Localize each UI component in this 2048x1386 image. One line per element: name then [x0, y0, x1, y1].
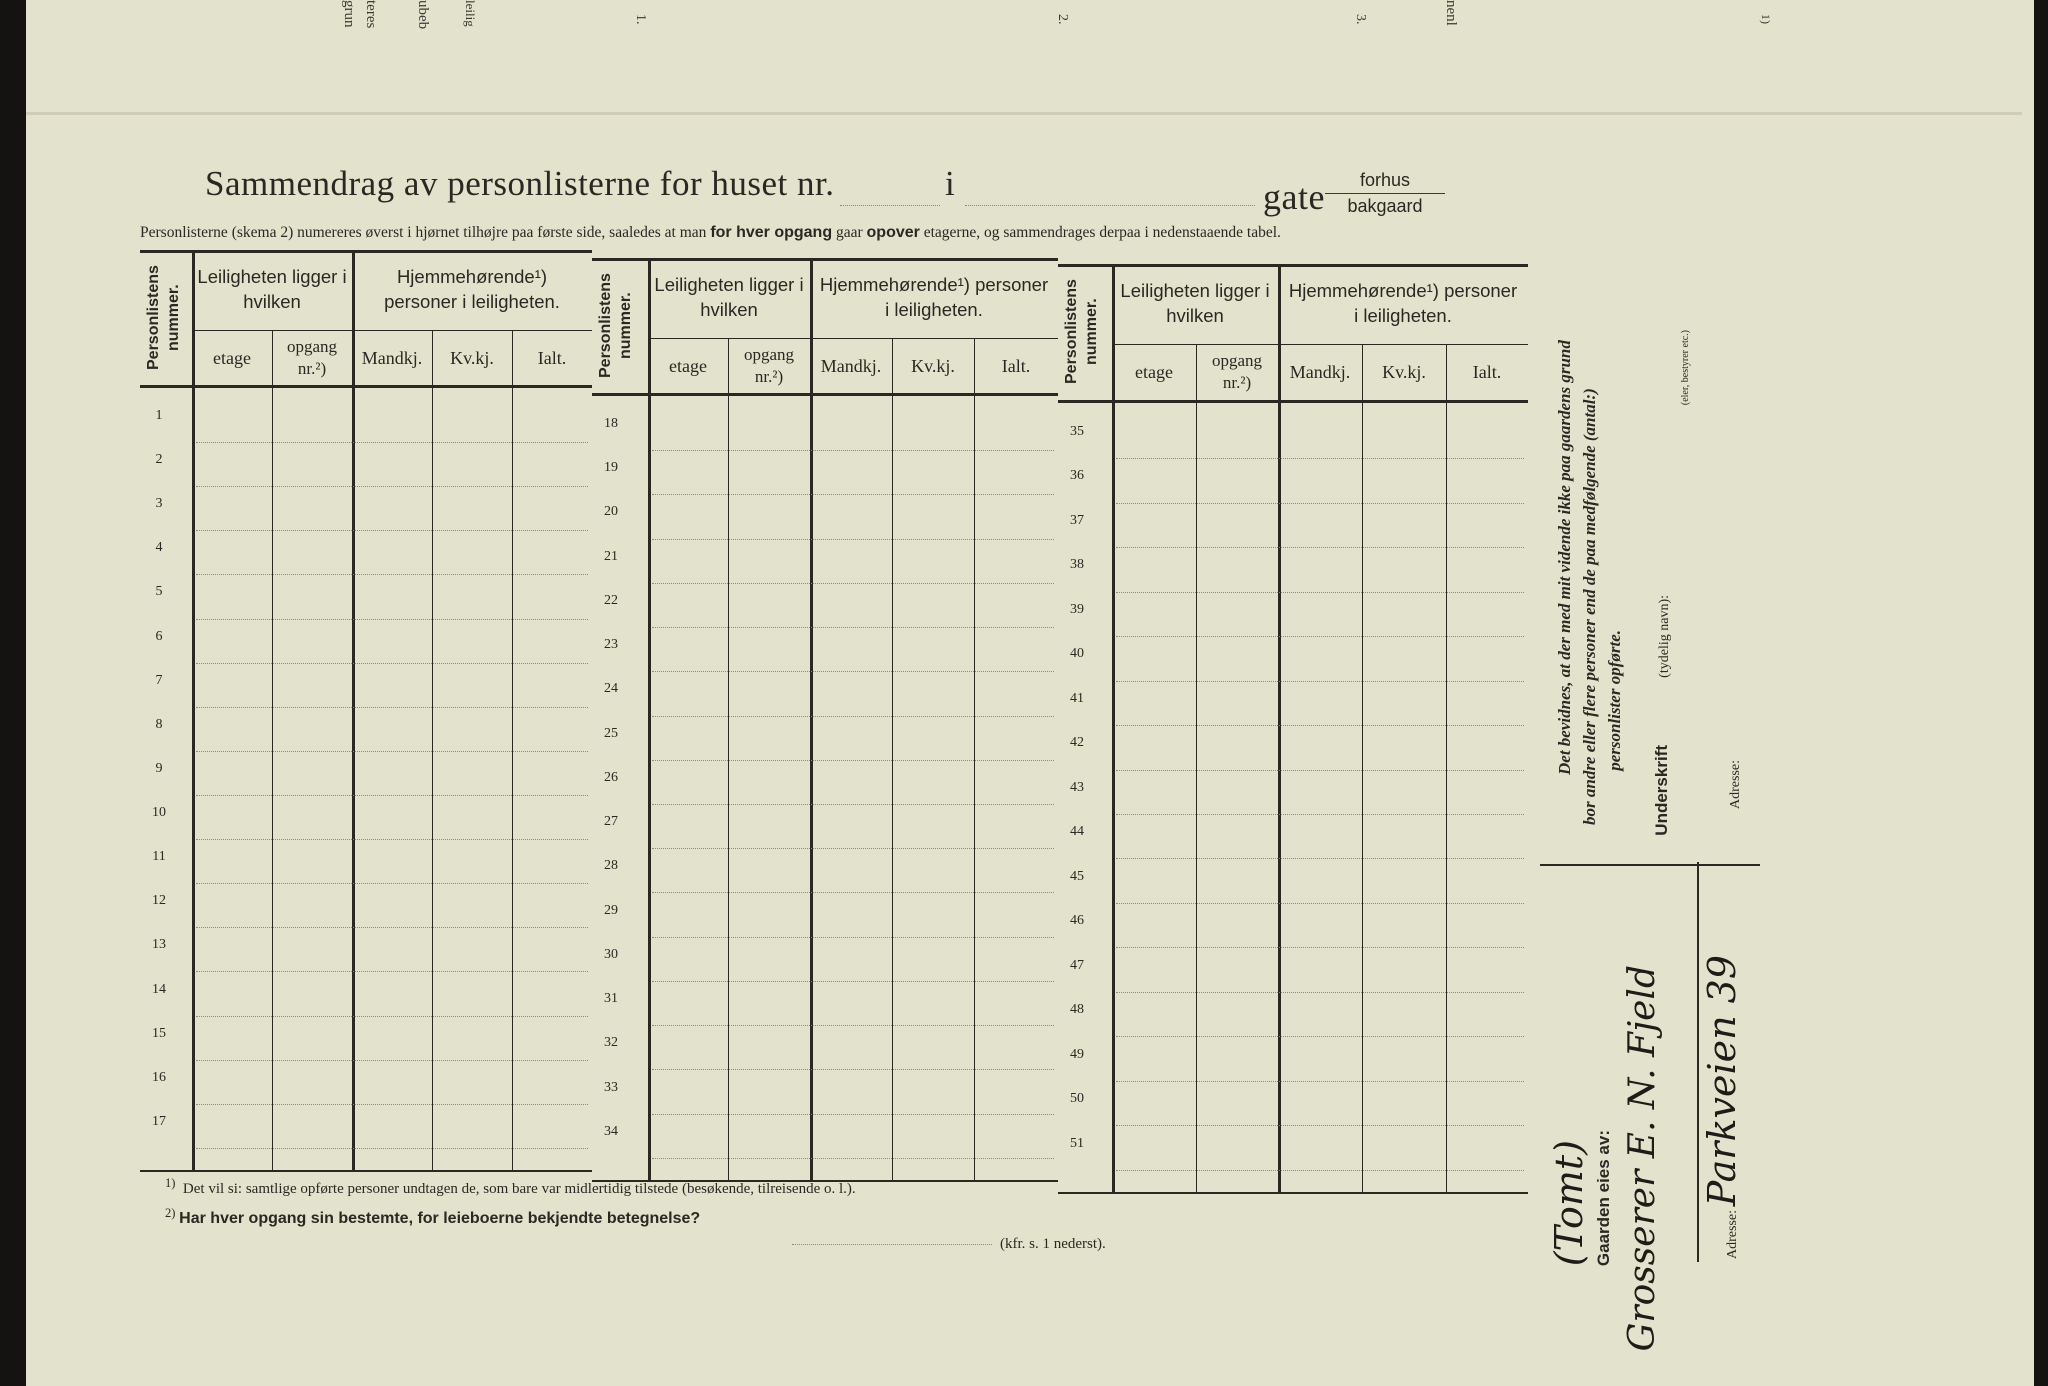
footnote-text: Det vil si: samtlige opførte personer undtagen de, som bare var midlertidig tilstede (besøkende, tilreisende o. l.). — [182, 1181, 856, 1197]
sub-etage: etage — [1135, 362, 1173, 382]
row-rule — [1116, 725, 1524, 726]
row-number: 34 — [604, 1123, 618, 1139]
row-number: 50 — [1070, 1091, 1084, 1107]
row-rule — [652, 627, 1054, 628]
page-fold-line — [26, 112, 2022, 115]
row-number: 23 — [604, 637, 618, 653]
row-number: 22 — [604, 592, 618, 608]
title-main: Sammendrag av personlisterne for huset nr. — [205, 164, 835, 203]
sub-ialt: Ialt. — [1472, 362, 1502, 382]
column-rule — [1112, 264, 1115, 1192]
col-personlistens: Personlistens nummer. — [145, 265, 182, 370]
row-rule — [196, 1016, 588, 1017]
subheader-rule — [352, 330, 592, 331]
row-number: 6 — [155, 628, 163, 644]
row-number: 5 — [155, 584, 163, 600]
row-rule — [1116, 1170, 1524, 1171]
divider — [1697, 862, 1699, 1262]
sub-kvkj: Kv.kj. — [911, 356, 955, 376]
fill-line — [792, 1244, 992, 1245]
divider — [1540, 864, 1760, 866]
row-rule — [652, 1158, 1054, 1159]
row-rule — [196, 927, 588, 928]
row-rule — [652, 1025, 1054, 1026]
row-rule — [652, 1069, 1054, 1070]
row-rule — [652, 848, 1054, 849]
row-number: 14 — [152, 981, 166, 997]
fragment-text: 3. — [1353, 14, 1368, 25]
row-rule — [196, 530, 588, 531]
row-number: 12 — [152, 893, 166, 909]
row-number: 26 — [604, 769, 618, 785]
row-rule — [652, 450, 1054, 451]
col-leiligheten: Leiligheten ligger i hvilken — [197, 266, 347, 312]
row-rule — [1116, 1125, 1524, 1126]
row-rule — [1116, 903, 1524, 904]
fragment-text: 2. — [1055, 14, 1070, 25]
row-number: 41 — [1070, 690, 1084, 706]
row-rule — [196, 971, 588, 972]
row-number: 8 — [155, 716, 163, 732]
row-number: 10 — [152, 805, 166, 821]
row-number: 1 — [155, 408, 163, 423]
row-number: 44 — [1070, 824, 1084, 840]
bestyrer-label: (eler, bestyrer etc.) — [1680, 330, 1691, 406]
subheader-rule — [648, 338, 810, 339]
row-rule — [652, 804, 1054, 805]
row-number: 4 — [155, 540, 163, 556]
col-leiligheten: Leiligheten ligger i hvilken — [654, 274, 804, 320]
col-hjemmehorende: Hjemmehørende¹) personer i leiligheten. — [819, 274, 1049, 320]
row-number: 24 — [604, 681, 618, 697]
sub-etage: etage — [213, 348, 251, 368]
row-number: 48 — [1070, 1002, 1084, 1018]
fragment-text: leilig — [463, 0, 478, 27]
row-number: 38 — [1070, 557, 1084, 573]
row-rule — [1116, 992, 1524, 993]
footnote-1 — [165, 1176, 856, 1198]
fragment-text: nenl — [1443, 0, 1459, 26]
row-number: 21 — [604, 548, 618, 564]
footnote-question: Har hver opgang sin bestemte, for leieboerne bekjendte betegnelse? — [179, 1210, 701, 1227]
subtitle-bold: for hver opgang — [710, 224, 833, 241]
footnote-mark: 1) — [165, 1176, 176, 1190]
sub-ialt: Ialt. — [1001, 356, 1031, 376]
bakgaard-label: bakgaard — [1347, 196, 1423, 216]
footnote-mark: 2) — [165, 1206, 176, 1220]
row-number: 20 — [604, 504, 618, 520]
sub-mandkj: Mandkj. — [820, 356, 882, 376]
row-rule — [652, 1114, 1054, 1115]
fill-line — [965, 205, 1255, 206]
row-rule — [1116, 1036, 1524, 1037]
column-rule — [352, 250, 355, 1170]
row-number: 2 — [155, 452, 163, 468]
row-rule — [1116, 770, 1524, 771]
row-number: 25 — [604, 725, 618, 741]
sub-kvkj: Kv.kj. — [1382, 362, 1426, 382]
certify-line-1: Det bevidnes, at der med mit vidende ikke paa gaardens grund — [1555, 340, 1574, 775]
row-number: 51 — [1070, 1135, 1084, 1151]
column-rule — [1362, 344, 1363, 1192]
subtitle-part: Personlisterne (skema 2) numereres øverst i hjørnet tilhøjre paa første side, saaledes at man — [140, 224, 707, 241]
fragment-text: teres — [363, 0, 379, 29]
row-rule — [196, 574, 588, 575]
row-rule — [1116, 858, 1524, 859]
row-rule — [652, 671, 1054, 672]
row-number: 19 — [604, 460, 618, 476]
certify-line-3: personlister opførte. — [1605, 630, 1624, 771]
row-rule — [1116, 503, 1524, 504]
fragment-text: grun — [341, 0, 357, 28]
handwritten-address: Parkveien 39 — [1700, 955, 1744, 1207]
row-number: 35 — [1070, 424, 1084, 439]
table-header-rule — [1058, 400, 1528, 403]
row-number: 39 — [1070, 601, 1084, 617]
form-title — [205, 164, 1325, 217]
row-rule — [196, 486, 588, 487]
row-number: 45 — [1070, 868, 1084, 884]
table-header-rule — [140, 385, 592, 388]
form-subtitle — [140, 224, 1281, 242]
row-rule — [196, 751, 588, 752]
table-top-rule — [1058, 264, 1528, 267]
footnote-2 — [165, 1206, 700, 1228]
row-rule — [652, 539, 1054, 540]
row-rule — [1116, 947, 1524, 948]
row-number: 42 — [1070, 735, 1084, 751]
row-number: 33 — [604, 1079, 618, 1095]
col-hjemmehorende: Hjemmehørende¹) personer i leiligheten. — [1288, 280, 1518, 326]
row-number: 40 — [1070, 646, 1084, 662]
title-i: i — [945, 164, 956, 203]
row-number: 9 — [155, 760, 163, 776]
sub-kvkj: Kv.kj. — [450, 348, 494, 368]
row-rule — [1116, 681, 1524, 682]
tydelig-label: (tydelig navn): — [1657, 595, 1672, 678]
sub-mandkj: Mandkj. — [361, 348, 423, 368]
fill-line — [840, 205, 940, 206]
row-number: 43 — [1070, 779, 1084, 795]
subtitle-part: gaar — [835, 224, 863, 241]
subheader-rule — [810, 338, 1058, 339]
handwritten-note: (Tomt) — [1547, 1140, 1591, 1267]
row-rule — [196, 663, 588, 664]
row-rule — [1116, 1081, 1524, 1082]
certify-line-2: bor andre eller flere personer end de paa medfølgende (antal:) — [1580, 388, 1599, 825]
row-rule — [652, 981, 1054, 982]
row-number: 15 — [152, 1025, 166, 1041]
row-rule — [196, 442, 588, 443]
row-number: 32 — [604, 1035, 618, 1051]
adresse-bottom-label: Adresse: — [1725, 1210, 1740, 1259]
row-rule — [1116, 814, 1524, 815]
row-number: 46 — [1070, 913, 1084, 929]
table-bottom-rule — [140, 1170, 592, 1172]
column-rule — [1196, 344, 1197, 1192]
row-number: 36 — [1070, 468, 1084, 484]
row-rule — [196, 619, 588, 620]
col-personlistens: Personlistens nummer. — [1063, 279, 1100, 385]
gaarden-eies-label: Gaarden eies av: — [1594, 1130, 1613, 1267]
row-number: 37 — [1070, 512, 1084, 528]
underskrift-label: Underskrift — [1652, 745, 1671, 836]
row-number: 7 — [155, 672, 163, 688]
adresse-top-label: Adresse: — [1728, 760, 1743, 809]
table-header-rule — [592, 393, 1058, 396]
column-rule — [648, 258, 651, 1180]
row-rule — [652, 892, 1054, 893]
row-number: 3 — [155, 496, 163, 512]
column-rule — [810, 258, 813, 1180]
row-number: 11 — [152, 849, 166, 865]
row-rule — [196, 839, 588, 840]
title-gate: gate — [1263, 177, 1325, 217]
column-rule — [1446, 344, 1447, 1192]
sub-opgang: opgang nr.²) — [286, 337, 338, 378]
row-number: 18 — [604, 416, 618, 431]
column-rule — [192, 250, 195, 1170]
sub-mandkj: Mandkj. — [1289, 362, 1351, 382]
row-rule — [196, 1060, 588, 1061]
row-number: 28 — [604, 858, 618, 874]
col-hjemmehorende: Hjemmehørende¹) personer i leiligheten. — [384, 266, 560, 312]
forhus-label: forhus — [1359, 170, 1411, 190]
subheader-rule — [1112, 344, 1278, 345]
table-top-rule — [592, 258, 1058, 261]
table-bottom-rule — [1058, 1192, 1528, 1194]
row-rule — [196, 707, 588, 708]
row-number: 13 — [152, 937, 166, 953]
row-rule — [652, 760, 1054, 761]
table-top-rule — [140, 250, 592, 253]
row-rule — [1116, 592, 1524, 593]
sub-opgang: opgang nr.²) — [743, 345, 795, 386]
footnote-ref: (kfr. s. 1 nederst). — [1000, 1236, 1106, 1252]
row-rule — [652, 937, 1054, 938]
row-rule — [196, 883, 588, 884]
row-rule — [652, 716, 1054, 717]
row-number: 31 — [604, 991, 618, 1007]
fraction-line — [1325, 193, 1445, 194]
row-number: 16 — [152, 1069, 166, 1085]
handwritten-owner: Grosserer E. N. Fjeld — [1622, 965, 1663, 1352]
fragment-text: ubeb — [415, 0, 431, 30]
sub-etage: etage — [669, 356, 707, 376]
column-rule — [1278, 264, 1281, 1192]
row-number: 29 — [604, 902, 618, 918]
sub-opgang: opgang nr.²) — [1211, 351, 1263, 392]
row-number: 17 — [152, 1113, 166, 1129]
sub-ialt: Ialt. — [537, 348, 567, 368]
subtitle-bold: opover — [866, 224, 920, 241]
row-rule — [196, 1148, 588, 1149]
row-rule — [652, 583, 1054, 584]
row-rule — [1116, 636, 1524, 637]
row-rule — [196, 1104, 588, 1105]
forhus-bakgaard — [1325, 170, 1445, 217]
row-number: 30 — [604, 946, 618, 962]
fragment-text: 1. — [633, 14, 648, 25]
row-number: 49 — [1070, 1046, 1084, 1062]
row-rule — [1116, 547, 1524, 548]
row-number: 47 — [1070, 957, 1084, 973]
row-rule — [1116, 458, 1524, 459]
fragment-text: 1) — [1759, 14, 1773, 24]
subtitle-part: etagerne, og sammendrages derpaa i nedenstaaende tabel. — [923, 224, 1281, 241]
subheader-rule — [1278, 344, 1528, 345]
row-rule — [652, 494, 1054, 495]
row-number: 27 — [604, 814, 618, 830]
row-rule — [196, 795, 588, 796]
col-personlistens: Personlistens nummer. — [597, 273, 634, 378]
col-leiligheten: Leiligheten ligger i hvilken — [1120, 280, 1270, 326]
